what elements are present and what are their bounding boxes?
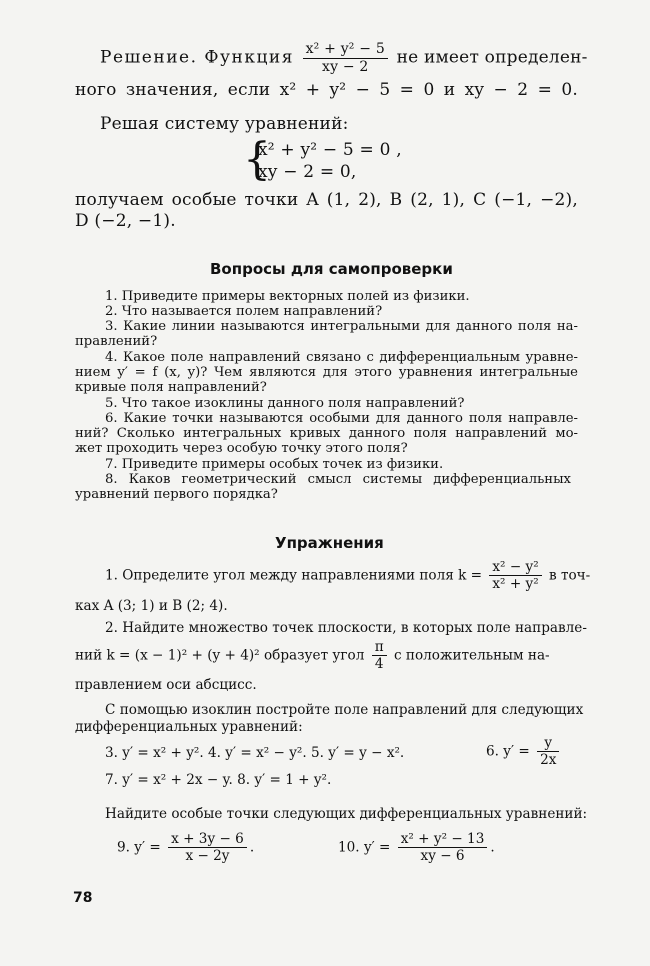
solution-line-1-tail: не имеет определен- [396,47,588,68]
solution-line-4: получаем особые точки A (1, 2), B (2, 1), C (−1, −2), [75,190,578,210]
page-number: 78 [73,890,93,906]
exercise-6-text: 6. y′ = [486,743,530,760]
system-equation-1: x² + y² − 5 = 0 , [258,140,402,160]
exercise-6-numerator: y [537,736,559,752]
exercise-2-numerator: π [372,640,387,656]
exercise-9-numerator: x + 3y − 6 [168,832,247,848]
isocline-line-2: дифференциальных уравнений: [75,719,303,735]
question-line-10: ний? Сколько интегральных кривых данного поля направлений мо- [75,426,578,441]
exercise-10-fraction [398,832,488,864]
exercise-1-tail: в точ- [549,567,591,584]
exercise-1-fraction [489,560,541,592]
question-line-7: кривые поля направлений? [75,380,267,395]
exercise-9 [117,832,254,864]
exercise-2-text: ний k = (x − 1)² + (y + 4)² образует угол [75,647,365,664]
question-line-8: 5. Что такое изоклины данного поля направлений? [105,396,465,411]
exercise-1-text: 1. Определите угол между направлениями поля k = [105,567,483,584]
question-line-6: нием y′ = f (x, y)? Чем являются для этого уравнения интегральные [75,365,578,380]
fraction-denominator: xy − 2 [321,58,369,75]
question-line-9: 6. Какие точки называются особыми для данного поля направле- [105,411,578,426]
question-line-4: правлений? [75,334,158,349]
exercise-2-line-1: 2. Найдите множество точек плоскости, в которых поле направле- [105,620,587,636]
exercise-10-period: . [490,839,495,856]
exercise-6-fraction [537,736,559,768]
exercises-heading: Упражнения [275,534,384,552]
exercise-10-denominator: xy − 6 [420,848,465,865]
function-fraction [303,42,388,74]
exercise-10-text: 10. y′ = [338,839,391,856]
solution-intro-text: Решение. Функция [100,47,294,68]
exercise-10-numerator: x² + y² − 13 [398,832,488,848]
exercise-2-fraction [372,640,387,672]
question-line-14: уравнений первого порядка? [75,487,278,502]
fraction-numerator: x² + y² − 5 [303,42,388,59]
exercise-9-period: . [249,839,255,856]
exercise-9-fraction [168,832,247,864]
exercise-2-line-3: правлением оси абсцисс. [75,677,257,693]
exercise-2-denominator: 4 [374,656,384,673]
question-line-2: 2. Что называется полем направлений? [105,304,383,319]
exercise-1-line [105,560,590,592]
exercise-1-numerator: x² − y² [489,560,541,576]
question-line-11: жет проходить через особую точку этого поля? [75,441,408,456]
exercise-6 [486,736,562,768]
exercise-6-denominator: 2x [540,752,557,769]
question-line-5: 4. Какое поле направлений связано с дифференциальным уравне- [105,350,578,365]
exercises-3-5: 3. y′ = x² + y². 4. y′ = x² − y². 5. y′ = y − x². [105,745,405,761]
exercises-7-8: 7. y′ = x² + 2x − y. 8. y′ = 1 + y². [105,772,332,788]
exercise-10 [338,832,495,864]
isocline-line-1: С помощью изоклин постройте поле направлений для следующих [105,702,584,718]
exercise-1-line-2: ках A (3; 1) и B (2; 4). [75,598,228,614]
solution-line-1 [100,42,588,74]
system-equation-2: xy − 2 = 0, [258,162,357,182]
question-line-1: 1. Приведите примеры векторных полей из физики. [105,289,470,304]
exercise-2-tail: с положительным на- [393,647,550,664]
question-line-3: 3. Какие линии называются интегральными для данного поля на- [105,319,578,334]
system-brace: { [243,134,271,185]
question-line-12: 7. Приведите примеры особых точек из физики. [105,457,444,472]
solution-line-2: ного значения, если x² + y² − 5 = 0 и xy − 2 = 0. [75,80,578,100]
questions-heading: Вопросы для самопроверки [210,260,453,278]
exercise-9-denominator: x − 2y [185,848,230,865]
exercise-1-denominator: x² + y² [492,576,539,593]
solution-line-5: D (−2, −1). [75,211,176,231]
singular-points-line: Найдите особые точки следующих дифференциальных уравнений: [105,806,588,822]
solution-line-3: Решая систему уравнений: [100,114,349,134]
exercise-2-line-2 [75,640,550,672]
exercise-9-text: 9. y′ = [117,839,161,856]
question-line-13: 8. Каков геометрический смысл системы дифференциальных [105,472,571,487]
